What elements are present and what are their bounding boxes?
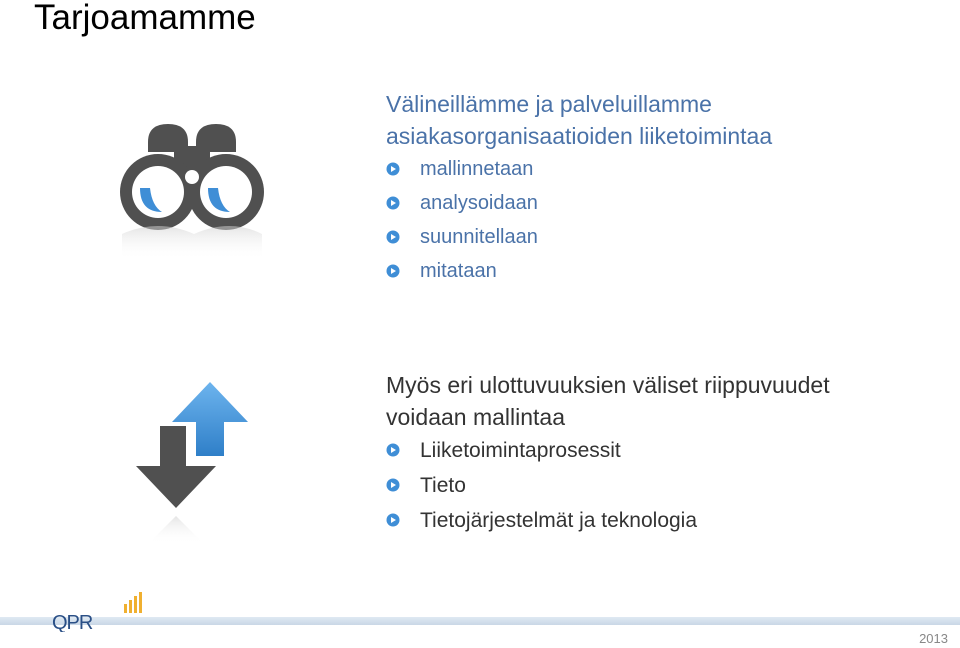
bullet-list [386, 152, 806, 288]
list-item-label: suunnitellaan [420, 226, 538, 248]
list-item-label: Tietojärjestelmät ja teknologia [420, 509, 698, 532]
list-item [386, 152, 806, 186]
list-item-label: mallinnetaan [420, 158, 534, 180]
list-item [386, 254, 806, 288]
list-item-label: Liiketoimintaprosessit [420, 439, 621, 462]
play-bullet-icon [386, 230, 400, 244]
list-item-label: mitataan [420, 260, 497, 282]
footer-bar [0, 617, 960, 625]
bullet-list [386, 433, 866, 538]
binoculars-icon [118, 122, 266, 260]
section-intro: Myös eri ulottuvuuksien väliset riippuvuudet voidaan mallintaa [386, 372, 830, 430]
list-item-label: analysoidaan [420, 192, 538, 214]
play-bullet-icon [386, 513, 400, 527]
list-item [386, 220, 806, 254]
section-intro: Välineillämme ja palveluillamme asiakasorganisaatioiden liiketoimintaa [386, 91, 773, 149]
play-bullet-icon [386, 478, 400, 492]
list-item-label: Tieto [420, 474, 466, 497]
slide-title: Tarjoamamme [34, 0, 256, 37]
play-bullet-icon [386, 443, 400, 457]
play-bullet-icon [386, 264, 400, 278]
play-bullet-icon [386, 196, 400, 210]
logo-text: QPR [52, 612, 93, 632]
qpr-logo [52, 592, 144, 632]
up-down-arrows-icon [134, 382, 252, 562]
list-item [386, 186, 806, 220]
play-bullet-icon [386, 162, 400, 176]
section-dimensions [386, 369, 866, 538]
list-item [386, 433, 866, 468]
section-modeling [386, 88, 806, 288]
list-item [386, 503, 866, 538]
list-item [386, 468, 866, 503]
footer-year: 2013 [919, 631, 948, 646]
